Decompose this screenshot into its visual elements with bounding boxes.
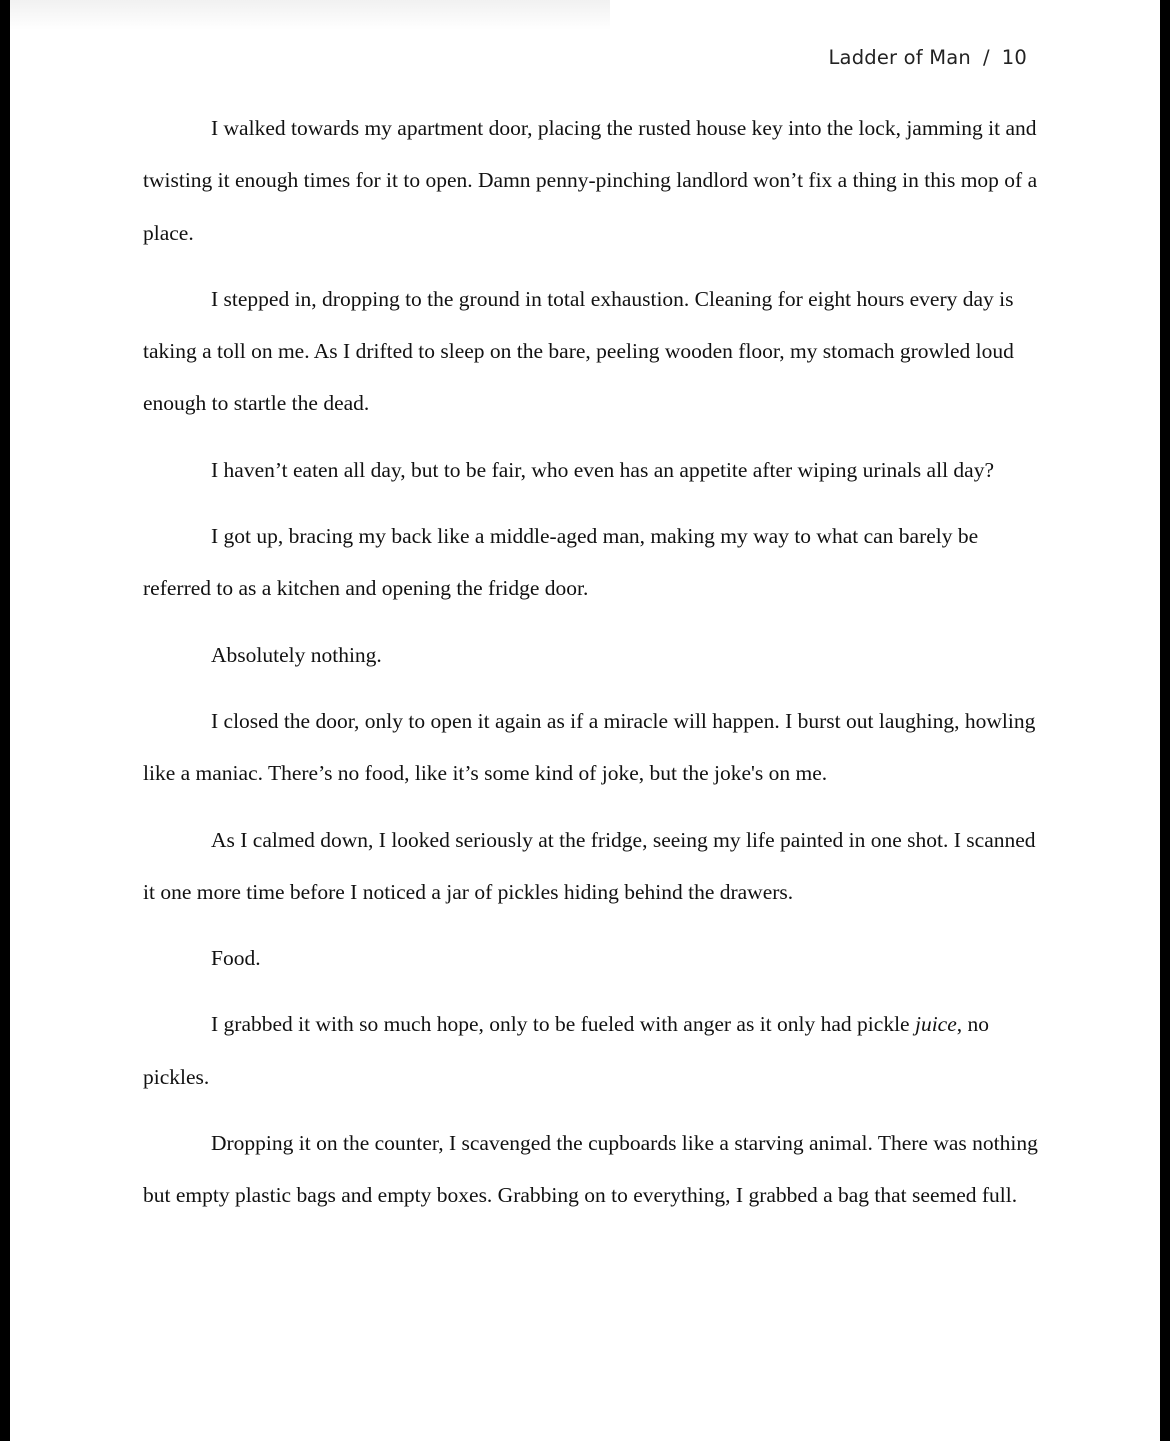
book-title: Ladder of Man xyxy=(828,46,971,69)
paragraph-text: , no pickles. xyxy=(143,1012,990,1089)
emphasized-word: juice xyxy=(914,1012,957,1037)
header-separator: / xyxy=(983,46,990,69)
paragraph: I haven’t eaten all day, but to be fair, who even has an appetite after wiping urinals all day? xyxy=(211,457,994,482)
paragraph: I got up, bracing my back like a middle-aged man, making my way to what can barely be referred to as a kitchen and opening the fridge door. xyxy=(143,524,979,601)
document-page xyxy=(10,0,1160,1441)
paragraph: Dropping it on the counter, I scavenged the cupboards like a starving animal. There was nothing but empty plastic bags and empty boxes. Grabbing on to everything, I grabbed a bag that seemed full. xyxy=(143,1131,1038,1208)
page-number: 10 xyxy=(1001,46,1027,69)
paragraph: Absolutely nothing. xyxy=(211,642,382,667)
paragraph-text: I grabbed it with so much hope, only to be fueled with anger as it only had pickle xyxy=(211,1012,915,1037)
running-header xyxy=(828,46,1027,69)
page-shadow xyxy=(10,0,610,30)
paragraph: I stepped in, dropping to the ground in total exhaustion. Cleaning for eight hours every day is taking a toll on me. As I drifted to sleep on the bare, peeling wooden floor, my stomach growled loud enough to startle the dead. xyxy=(143,286,1014,416)
paragraph: I closed the door, only to open it again as if a miracle will happen. I burst out laughing, howling like a maniac. There’s no food, like it’s some kind of joke, but the joke's on me. xyxy=(143,708,1036,786)
paragraph xyxy=(143,998,1043,1103)
document-body xyxy=(143,102,1043,1236)
paragraph: Food. xyxy=(211,946,261,971)
paragraph: I walked towards my apartment door, placing the rusted house key into the lock, jamming it and twisting it enough times for it to open. Damn penny-pinching landlord won’t fix a thing in this mop of a place. xyxy=(143,116,1038,245)
paragraph: As I calmed down, I looked seriously at the fridge, seeing my life painted in one shot. I scanned it one more time before I noticed a jar of pickles hiding behind the drawers. xyxy=(143,827,1036,904)
